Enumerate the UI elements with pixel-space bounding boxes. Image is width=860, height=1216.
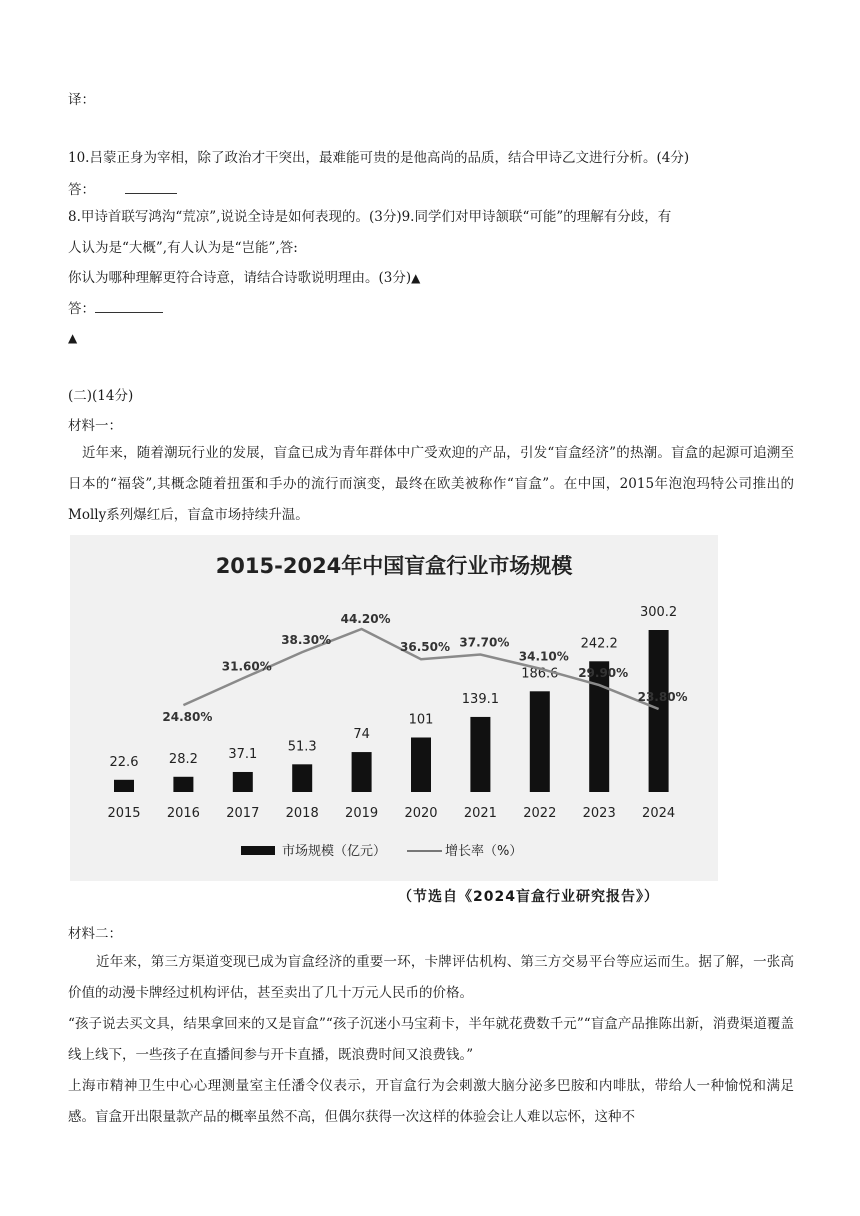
- material-2-label: 材料二：: [68, 926, 122, 942]
- answer-blank[interactable]: [95, 312, 163, 313]
- growth-rate-label: 24.80%: [162, 710, 213, 725]
- bar-2022: [530, 691, 550, 792]
- section-heading: (二)(14分): [68, 388, 134, 404]
- market-size-chart: [70, 535, 718, 907]
- growth-rate-label: 23.80%: [637, 690, 688, 704]
- bar-value-label: 28.2: [168, 751, 198, 767]
- bar-value-label: 186.6: [521, 666, 559, 682]
- bar-value-label: 139.1: [461, 691, 500, 707]
- x-tick-label: 2023: [582, 806, 616, 821]
- growth-rate-label: 31.60%: [221, 659, 272, 674]
- material-1-paragraph: 近年来，随着潮玩行业的发展，盲盒已成为青年群体中广受欢迎的产品，引发“盲盒经济”的热潮。盲盒的起源可追溯至日本的“福袋”,其概念随着扭蛋和手办的流行而演变，最终在欧美被称作“盲盒”。在中国，2015年泡泡玛特公司推出的Molly系列爆红后，盲盒市场持续升温。: [68, 445, 794, 523]
- triangle-icon: ▲: [68, 331, 78, 345]
- x-tick-label: 2022: [523, 806, 557, 821]
- growth-rate-label: 36.50%: [400, 640, 450, 655]
- x-tick-label: 2024: [642, 806, 676, 821]
- legend-bar-swatch: [241, 846, 275, 855]
- answer-blank[interactable]: [125, 193, 177, 194]
- chart-canvas: [70, 535, 718, 907]
- x-tick-label: 2020: [404, 806, 438, 821]
- material-2-paragraph-3: 上海市精神卫生中心心理测量室主任潘令仪表示，开盲盒行为会刺激大脑分泌多巴胺和内啡肽，带给人一种愉悦和满足感。盲盒开出限量款产品的概率虽然不高，但偶尔获得一次这样的体验会让人难以忘怀，这种不: [68, 1078, 794, 1125]
- x-tick-label: 2018: [285, 806, 319, 821]
- legend-line-label: 增长率（%）: [445, 844, 523, 859]
- bar-value-label: 101: [408, 712, 434, 728]
- material-1-label: 材料一：: [68, 418, 122, 434]
- bar-value-label: 74: [353, 727, 370, 743]
- question-9-continued: 人认为是“大概”,有人认为是“岂能”,答:: [68, 240, 298, 256]
- answer-line-2: [68, 299, 163, 319]
- bar-2019: [352, 752, 372, 792]
- growth-rate-label: 44.20%: [340, 612, 391, 626]
- answer-line-1: [68, 180, 177, 200]
- bar-value-label: 37.1: [228, 746, 258, 762]
- triangle-icon: ▲: [411, 271, 421, 285]
- answer-label: 答：: [68, 182, 95, 198]
- question-9-text: 你认为哪种理解更符合诗意，请结合诗歌说明理由。(3分): [68, 270, 412, 286]
- chart-source-caption: （节选自《2024盲盒行业研究报告》）: [398, 889, 659, 905]
- growth-rate-label: 29.90%: [578, 666, 629, 681]
- x-tick-label: 2016: [166, 806, 200, 821]
- question-10: 10.吕蒙正身为宰相，除了政治才干突出，最难能可贵的是他高尚的品质，结合甲诗乙文进行分析。(4分): [68, 150, 690, 166]
- growth-rate-label: 34.10%: [518, 649, 569, 664]
- x-tick-label: 2021: [463, 806, 497, 821]
- bar-value-label: 51.3: [287, 739, 317, 755]
- bar-2021: [470, 717, 490, 792]
- bar-2018: [292, 764, 312, 792]
- question-9-end: [68, 268, 420, 288]
- bar-2023: [589, 661, 609, 792]
- bar-value-label: 300.2: [639, 605, 678, 620]
- x-tick-label: 2017: [226, 806, 260, 821]
- question-8-9: 8.甲诗首联写鸿沟“荒凉”,说说全诗是如何表现的。(3分)9.同学们对甲诗颔联“可能”的理解有分歧，有: [68, 209, 672, 225]
- x-tick-label: 2015: [107, 806, 141, 821]
- bar-2017: [233, 772, 253, 792]
- bar-2015: [114, 780, 134, 792]
- bar-2020: [411, 737, 431, 792]
- material-2-paragraph-2: “孩子说去买文具，结果拿回来的又是盲盒”“孩子沉迷小马宝莉卡，半年就花费数千元”“盲盒产品推陈出新，消费渠道覆盖线上线下，一些孩子在直播间参与开卡直播，既浪费时间又浪费钱。”: [68, 1016, 794, 1063]
- chart-title: 2015-2024年中国盲盒行业市场规模: [215, 554, 573, 578]
- translate-label: 译：: [68, 92, 95, 108]
- bar-2016: [173, 777, 193, 792]
- legend-bar-label: 市场规模（亿元）: [282, 844, 387, 859]
- answer-label: 答：: [68, 301, 95, 317]
- growth-rate-label: 37.70%: [459, 635, 510, 650]
- material-2-paragraph-1: 近年来，第三方渠道变现已成为盲盒经济的重要一环，卡牌评估机构、第三方交易平台等应运而生。据了解，一张高价值的动漫卡牌经过机构评估，甚至卖出了几十万元人民币的价格。: [68, 954, 794, 1001]
- bar-2024: [649, 630, 669, 792]
- chart-legend: [241, 843, 522, 859]
- x-tick-label: 2019: [345, 806, 379, 821]
- bar-value-label: 22.6: [109, 754, 139, 770]
- bar-value-label: 242.2: [580, 636, 618, 652]
- chart-background: [70, 535, 718, 881]
- growth-rate-label: 38.30%: [281, 633, 332, 648]
